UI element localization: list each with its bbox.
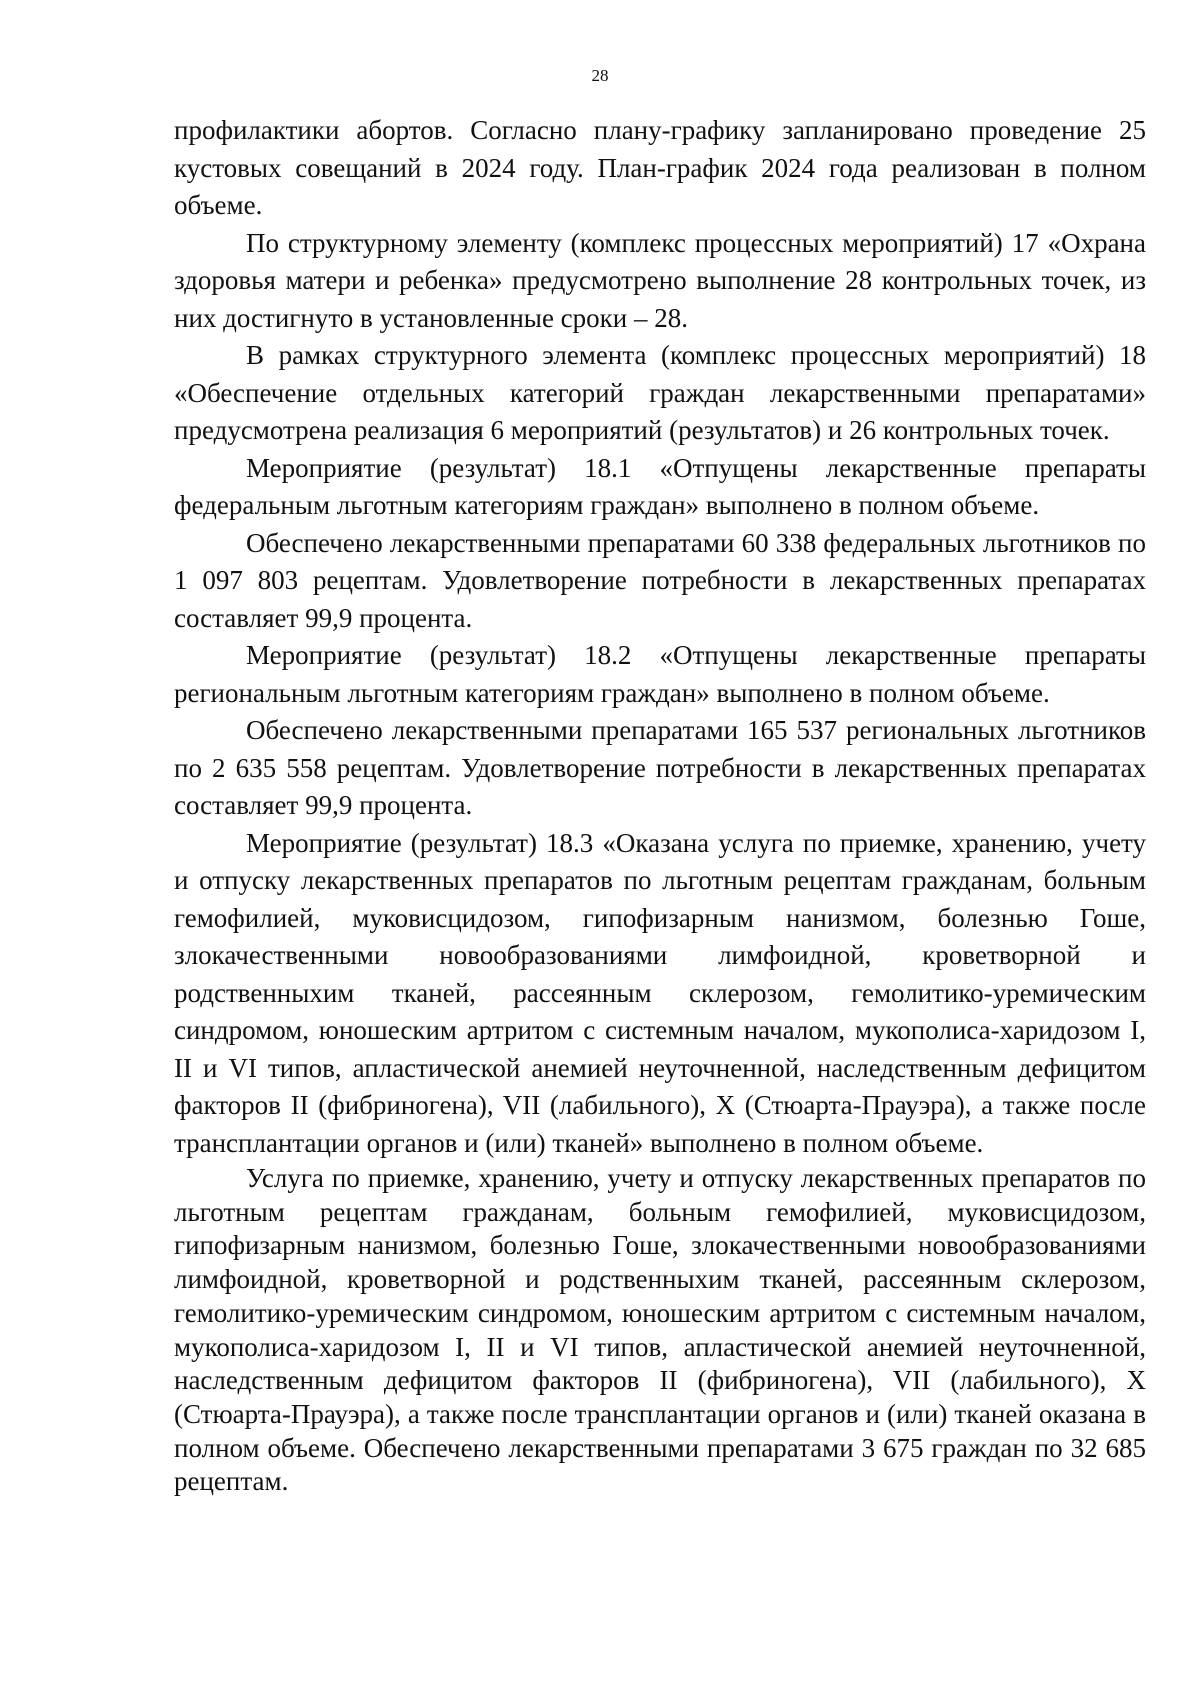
paragraph-regional-beneficiaries: Обеспечено лекарственными препаратами 165 537 региональных льготников по 2 635 558 рецептам. Удовлетворение потребности в лекарственных препаратах составляет 99,9 процента. <box>174 715 1146 820</box>
document-body <box>174 112 1146 1499</box>
page-number: 28 <box>591 66 609 85</box>
paragraph-abortion-prevention: профилактики абортов. Согласно плану-графику запланировано проведение 25 кустовых совещаний в 2024 году. План-график 2024 года реализован в полном объеме. <box>174 115 1146 220</box>
paragraph-element-18: В рамках структурного элемента (комплекс процессных мероприятий) 18 «Обеспечение отдельных категорий граждан лекарственными препаратами» предусмотрена реализация 6 мероприятий (результатов) и 26 контрольных точек. <box>174 340 1146 445</box>
paragraph-element-17: По структурному элементу (комплекс процессных мероприятий) 17 «Охрана здоровья матери и ребенка» предусмотрено выполнение 28 контрольных точек, из них достигнуто в установленные сроки – 28. <box>174 227 1146 333</box>
paragraph-measure-18-1: Мероприятие (результат) 18.1 «Отпущены лекарственные препараты федеральным льготным категориям граждан» выполнено в полном объеме. <box>174 452 1146 520</box>
paragraph-measure-18-3: Мероприятие (результат) 18.3 «Оказана услуга по приемке, хранению, учету и отпуску лекарственных препаратов по льготным рецептам гражданам, больным гемофилией, муковисцидозом, гипофизарным нанизмом, болезнью Гоше, злокачественными новообразованиями лимфоидной, кроветворной и родственныхим тканей, рассеянным склерозом, гемолитико-уремическим синдромом, юношеским артритом с системным началом, мукополиса-харидозом I, II и VI типов, апластической анемией неуточненной, наследственным дефицитом факторов II (фибриногена), VII (лабильного), X (Стюарта-Прауэра), а также после трансплантации органов и (или) тканей» выполнено в полном объеме. <box>174 827 1146 1158</box>
paragraph-service-provision: Услуга по приемке, хранению, учету и отпуску лекарственных препаратов по льготным рецептам гражданам, больным гемофилией, муковисцидозом, гипофизарным нанизмом, болезнью Гоше, злокачественными новообразованиями лимфоидной, кроветворной и родственныхим тканей, рассеянным склерозом, гемолитико-уремическим синдромом, юношеским артритом с системным началом, мукополиса-харидозом I, II и VI типов, апластической анемией неуточненной, наследственным дефицитом факторов II (фибриногена), VII (лабильного), X (Стюарта-Прауэра), а также после трансплантации органов и (или) тканей оказана в полном объеме. Обеспечено лекарственными препаратами 3 675 граждан по 32 685 рецептам. <box>174 1163 1146 1497</box>
paragraph-federal-beneficiaries: Обеспечено лекарственными препаратами 60 338 федеральных льготников по 1 097 803 рецептам. Удовлетворение потребности в лекарственных препаратах составляет 99,9 процента. <box>174 527 1146 633</box>
paragraph-measure-18-2: Мероприятие (результат) 18.2 «Отпущены лекарственные препараты региональным льготным категориям граждан» выполнено в полном объеме. <box>174 640 1146 708</box>
